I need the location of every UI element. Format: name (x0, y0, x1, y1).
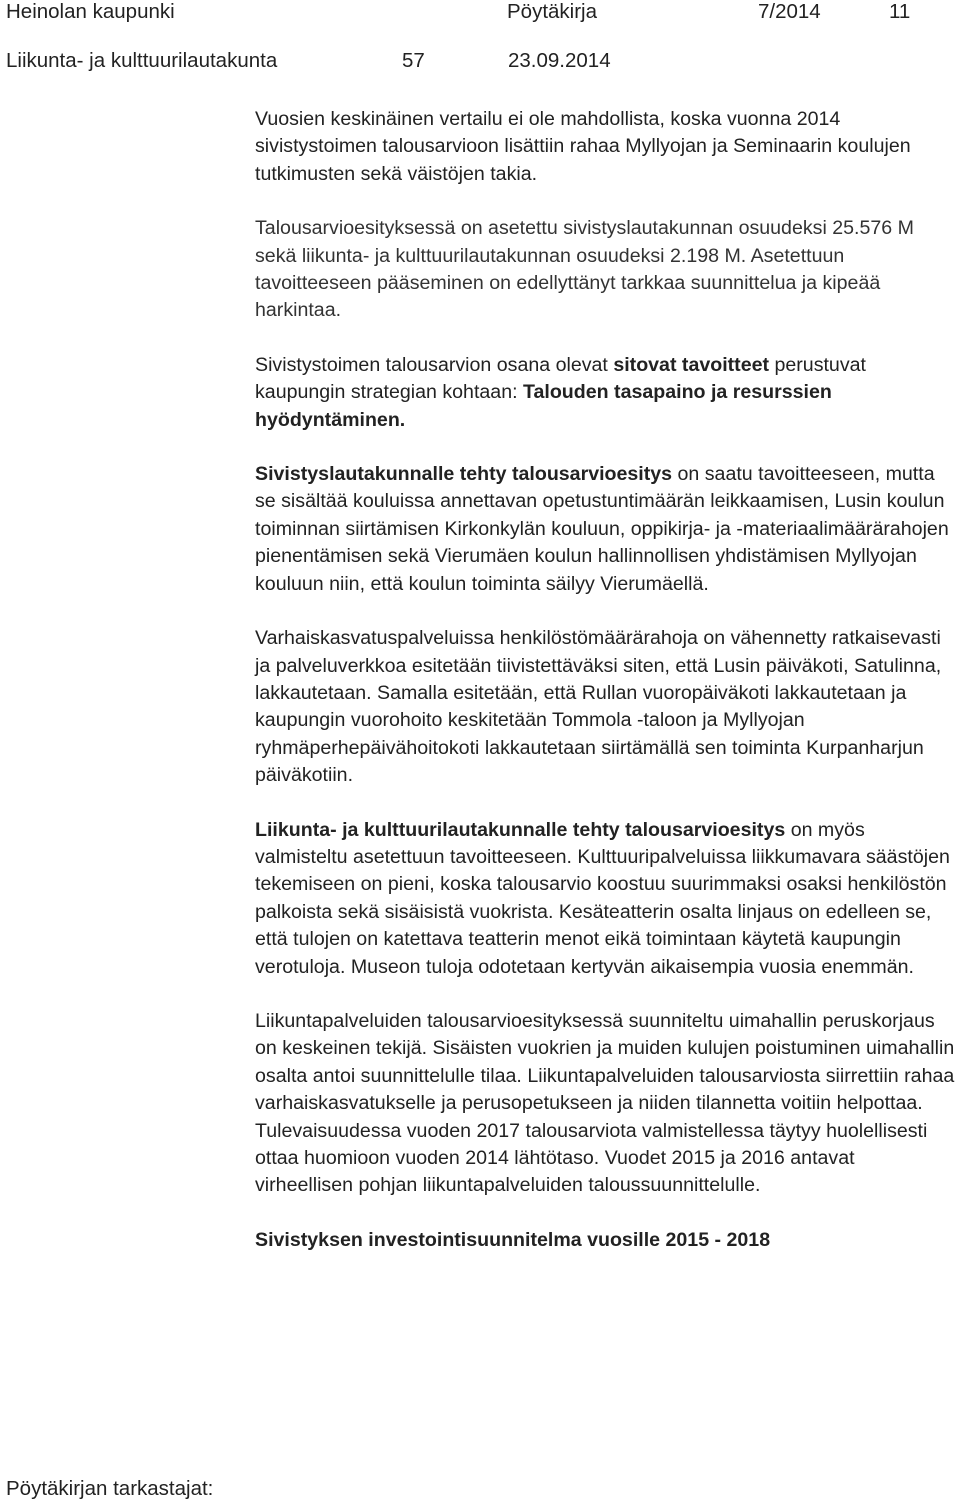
paragraph-early-education: Varhaiskasvatuspalveluissa henkilöstömäärärahoja on vähennetty ratkaisevasti ja palveluverkkoa esitetään tiivistettäväksi siten, että Lusin päiväkoti, Satulinna, lakkautetaan. Samalla esitetään, että Rullan vuoropäiväkoti lakkautetaan ja kaupungin vuorohoito keskitetään Tommola -taloon ja Myllyojan ryhmäperhepäivähoitokoti lakkautetaan siirtämällä sen toiminta Kurpanharjun päiväkotiin. (255, 627, 942, 787)
section-heading: Sivistyksen investointisuunnitelma vuosille 2015 - 2018 (255, 1228, 771, 1251)
paragraph-binding-goals: Sivistystoimen talousarvion osana olevat sitovat tavoitteet perustuvat kaupungin strategian kohtaan: Talouden tasapaino ja resurssien hyödyntäminen. (255, 353, 866, 431)
paragraph-sports-services: Liikuntapalveluiden talousarvioesityksessä suunniteltu uimahallin peruskorjaus on keskeinen tekijä. Sisäisten vuokrien ja muiden kulujen poistuminen uimahallin osalta antoi suunnittelulle tilaa. Liikuntapalveluiden talousarviosta siirrettiin rahaa varhaiskasvatukselle ja perusopetukseen ja niiden tilannetta voitiin helpottaa. Tulevaisuudessa vuoden 2017 talousarviota valmistellessa täytyy huolellisesti ottaa huomioon vuoden 2014 lähtötaso. Vuodet 2015 ja 2016 antavat virheellisen pohjan liikuntapalveluiden taloussuunnittelulle. (255, 1009, 955, 1197)
paragraph-education-board: Sivistyslautakunnalle tehty talousarvioesitys on saatu tavoitteeseen, mutta se sisältää kouluissa annettavan opetustuntimäärän leikkaamisen, Lusin koulun toiminnan siirtämisen Kirkonkylän kouluun, oppikirja- ja -materiaalimäärärahojen pienentämisen sekä Vierumäen koulun hallinnollisen yhdistämisen Myllyojan kouluun niin, että koulun toiminta säilyy Vierumäellä. (255, 463, 949, 595)
paragraph-culture-board: Liikunta- ja kulttuurilautakunnalle tehty talousarvioesitys on myös valmisteltu asetettuun tavoitteeseen. Kulttuuripalveluissa liikkumavara säästöjen tekemiseen on pieni, koska talousarvio koostuu suurimmaksi osaksi henkilöstön palkoista sekä sisäisistä vuokrista. Kesäteatterin osalta linjaus on edelleen se, että tulojen on katettava teatterin menot eikä toimintaan käytetä kaupungin verotuloja. Museon tuloja odotetaan kertyvän aikaisempia vuosia enemmän. (255, 818, 950, 978)
education-board-term: Sivistyslautakunnalle tehty talousarvioesitys (255, 463, 673, 486)
page-number: 11 (889, 0, 911, 23)
document-number: 7/2014 (758, 0, 821, 23)
strategy-item: Talouden tasapaino ja resurssien hyödyntäminen. (255, 381, 832, 431)
culture-board-term: Liikunta- ja kulttuurilautakunnalle tehty talousarvioesitys (255, 818, 786, 841)
city-name: Heinolan kaupunki (6, 0, 175, 23)
paragraph-budget-proposal: Talousarvioesityksessä on asetettu sivistyslautakunnan osuudeksi 25.576 M sekä liikunta- ja kulttuurilautakunnan osuudeksi 2.198 M. Asetettuun tavoitteeseen pääseminen on edellyttänyt tarkkaa suunnittelua ja kipeää harkintaa. (255, 217, 914, 322)
board-name: Liikunta- ja kulttuurilautakunta (6, 49, 278, 72)
paragraph-comparison: Vuosien keskinäinen vertailu ei ole mahdollista, koska vuonna 2014 sivistystoimen talousarvioon lisättiin rahaa Myllyojan ja Seminaarin koulujen tutkimusten sekä väistöjen takia. (255, 108, 911, 185)
footer-inspectors-label: Pöytäkirjan tarkastajat: (6, 1477, 214, 1500)
meeting-date: 23.09.2014 (508, 49, 611, 72)
binding-goals-term: sitovat tavoitteet (613, 353, 770, 376)
section-number: 57 (402, 49, 425, 72)
document-type: Pöytäkirja (507, 0, 598, 23)
document-body (255, 106, 955, 1281)
